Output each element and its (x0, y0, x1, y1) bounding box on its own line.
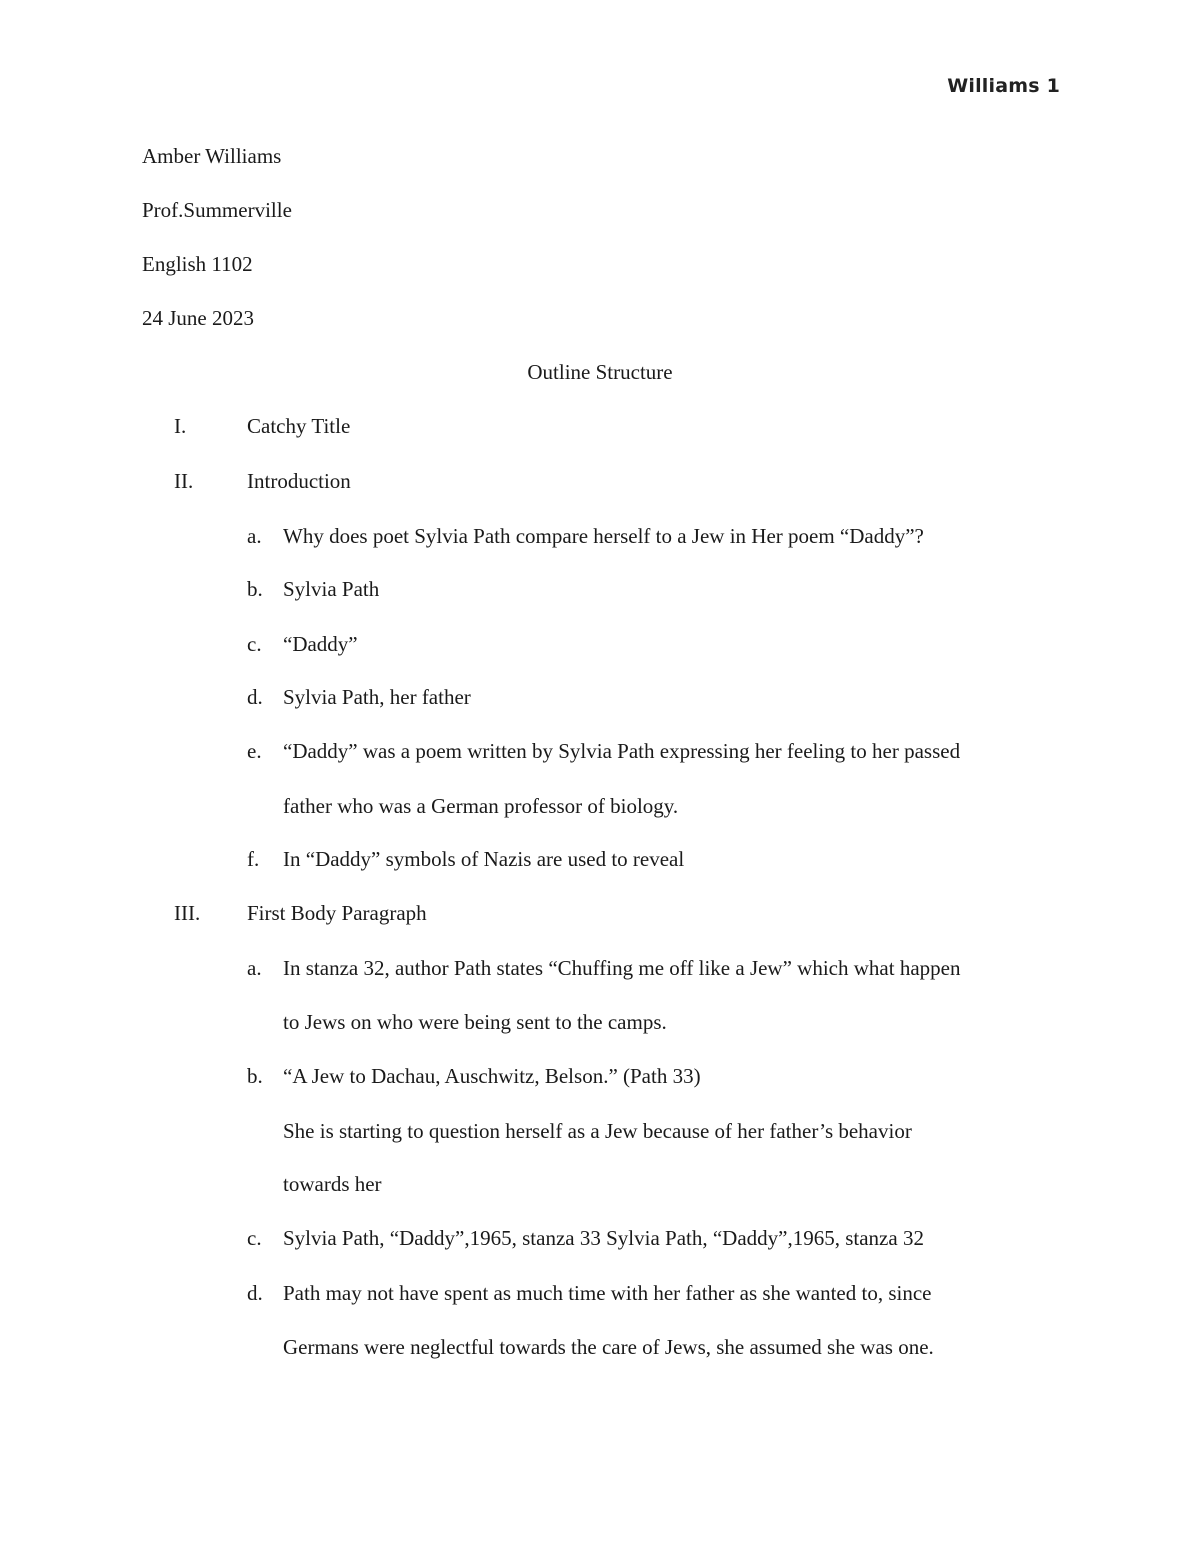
author-name: Amber Williams (142, 144, 282, 168)
item-text: In stanza 32, author Path states “Chuffing me off like a Jew” which what happen (283, 956, 961, 980)
item-letter: a. (247, 956, 262, 980)
item-text: Why does poet Sylvia Path compare herself to a Jew in Her poem “Daddy”? (283, 524, 924, 548)
item-text: In “Daddy” symbols of Nazis are used to reveal (283, 847, 685, 871)
document-title: Outline Structure (527, 360, 673, 384)
item-letter: a. (247, 524, 262, 548)
item-letter: d. (247, 685, 263, 709)
item-letter: d. (247, 1281, 263, 1305)
professor-name: Prof.Summerville (142, 198, 292, 222)
item-text: Sylvia Path (283, 577, 380, 601)
document-date: 24 June 2023 (142, 306, 254, 330)
item-text: Sylvia Path, her father (283, 685, 471, 709)
item-text-continued: Germans were neglectful towards the care of Jews, she assumed she was one. (283, 1335, 934, 1359)
item-text: Sylvia Path, “Daddy”,1965, stanza 33 Sylvia Path, “Daddy”,1965, stanza 32 (283, 1226, 924, 1250)
item-text: Path may not have spent as much time with her father as she wanted to, since (283, 1281, 932, 1305)
item-text-continued: father who was a German professor of biology. (283, 794, 679, 818)
section-label: Introduction (247, 469, 351, 493)
course-name: English 1102 (142, 252, 253, 276)
roman-numeral: I. (174, 414, 187, 438)
item-letter: c. (247, 1226, 262, 1250)
item-letter: c. (247, 632, 262, 656)
item-text-continued: to Jews on who were being sent to the camps. (283, 1010, 667, 1034)
roman-numeral: III. (174, 901, 201, 925)
section-label: Catchy Title (247, 414, 351, 438)
item-text: “Daddy” was a poem written by Sylvia Path expressing her feeling to her passed (283, 739, 961, 763)
item-letter: f. (247, 847, 260, 871)
roman-numeral: II. (174, 469, 194, 493)
item-text: “A Jew to Dachau, Auschwitz, Belson.” (Path 33) (283, 1064, 701, 1088)
item-letter: b. (247, 1064, 263, 1088)
item-text-continued: She is starting to question herself as a Jew because of her father’s behavior (283, 1119, 912, 1143)
item-text-continued: towards her (283, 1172, 382, 1196)
item-text: “Daddy” (283, 632, 358, 656)
section-label: First Body Paragraph (247, 901, 427, 925)
running-head: Williams 1 (947, 75, 1060, 97)
item-letter: b. (247, 577, 263, 601)
item-letter: e. (247, 739, 262, 763)
